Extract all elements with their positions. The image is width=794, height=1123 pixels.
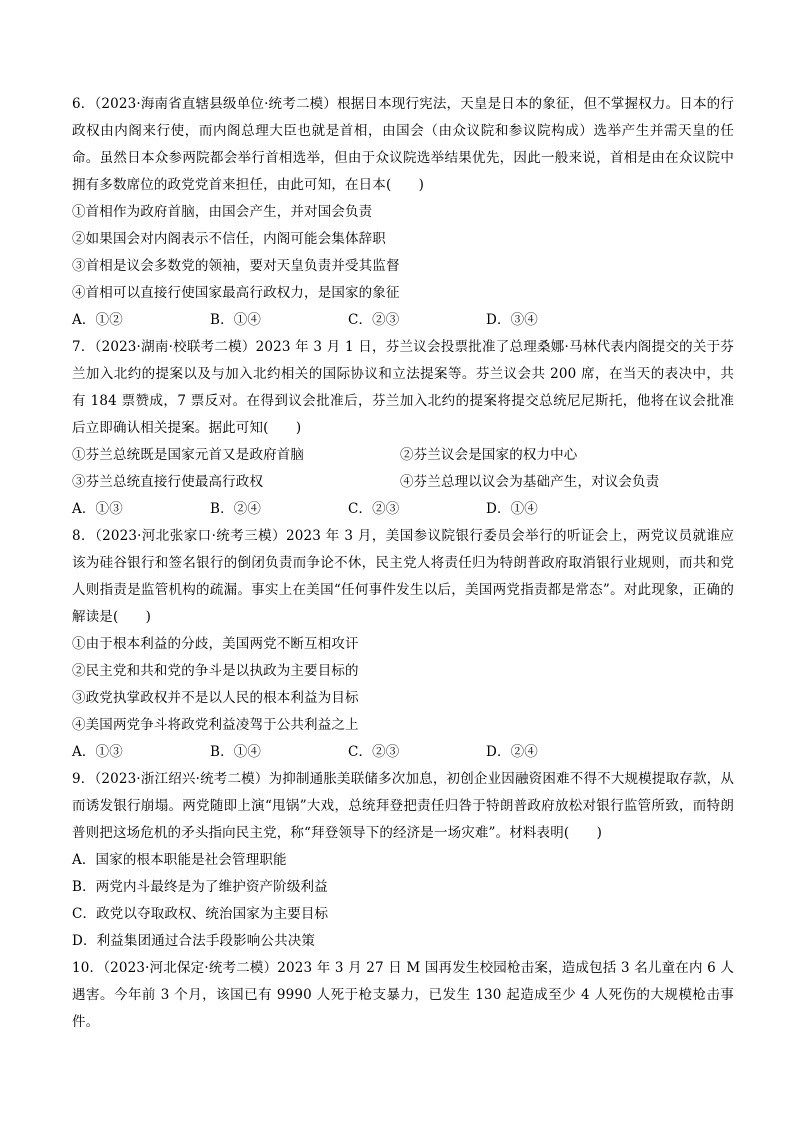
choice-b[interactable]: B．①④ [210,312,262,328]
choice-d[interactable]: D．①④ [486,501,538,517]
choice-c[interactable]: C．②③ [348,312,400,328]
question-source: （2023·湖南·校联考二模） [94,339,256,355]
question-6 [72,91,734,334]
statement: ②芬兰议会是国家的权力中心 [400,447,578,463]
choice-d[interactable]: D．③④ [486,312,538,328]
statement: ②民主党和共和党的争斗是以执政为主要目标的 [72,663,359,679]
statement-row [72,442,734,469]
question-stem: 6．（2023·海南省直辖县级单位·统考二模）根据日本现行宪法，天皇是日本的象征，但不掌握权力。日本的行政权由内阁来行使，而内阁总理大臣也就是首相，由国会（由众议院和参议院构成）选举产生并需天皇的任命。虽然日本众参两院都会举行首相选举，但由于众议院选举结果优先，因此一般来说，首相是由在众议院中拥有多数席位的政党党首来担任，由此可知，在日本( ) [72,96,735,193]
question-stem: 7．（2023·湖南·校联考二模）2023 年 3 月 1 日，芬兰议会投票批准了总理桑娜·马林代表内阁提交的关于芬兰加入北约的提案以及与加入北约相关的国际协议和立法提案等。芬兰议会共 200 席，在当天的表决中，共有 184 票赞成，7 票反对。在得到议会批准后，芬兰加入北约的提案将提交总统尼尼斯托，他将在议会批准后立即确认相关提案。据此可知( ) [72,339,734,436]
question-stem: 10．（2023·河北保定·统考二模）2023 年 3 月 27 日 M 国再发生校园枪击案，造成包括 3 名儿童在内 6 人遇害。今年前 3 个月，该国已有 9990 人死于枪支暴力，已发生 130 起造成至少 4 人死伤的大规模枪击事件。 [72,960,734,1030]
choice-a[interactable]: A．国家的根本职能是社会管理职能 [72,852,287,868]
question-stem: 8．（2023·河北张家口·统考三模）2023 年 3 月，美国参议院银行委员会举行的听证会上，两党议员就谁应该为硅谷银行和签名银行的倒闭负责而争论不休，民主党人将责任归为特朗普政府取消银行业规则，而共和党人则指责是监管机构的疏漏。事实上在美国“任何事件发生以后，美国两党指责都是常态”。对此现象，正确的解读是( ) [72,528,735,625]
statement: ①芬兰总统既是国家元首又是政府首脑 [72,447,305,463]
question-8 [72,523,734,766]
question-7 [72,334,734,523]
question-source: （2023·浙江绍兴·统考二模） [94,771,269,787]
choice-b[interactable]: B．②④ [210,501,262,517]
statement: ①由于根本利益的分歧，美国两党不断互相攻讦 [72,636,359,652]
statement: ①首相作为政府首脑，由国会产生，并对国会负责 [72,204,373,220]
choice-b[interactable]: B．两党内斗最终是为了维护资产阶级利益 [72,879,328,895]
statement: ③政党执掌政权并不是以人民的根本利益为目标 [72,690,359,706]
answer-choices [72,307,734,334]
question-source: （2023·河北张家口·统考三模） [94,528,287,544]
choice-b[interactable]: B．①④ [210,744,262,760]
question-source: （2023·河北保定·统考二模） [103,960,278,976]
statement: ③首相是议会多数党的领袖，要对天皇负责并受其监督 [72,258,400,274]
question-10 [72,955,734,1036]
choice-c[interactable]: C．政党以夺取政权、统治国家为主要目标 [72,906,329,922]
choice-d[interactable]: D．利益集团通过合法手段影响公共决策 [72,933,316,949]
choice-c[interactable]: C．②③ [348,744,400,760]
choice-a[interactable]: A．①② [72,312,123,328]
statement: ④美国两党争斗将政党利益凌驾于公共利益之上 [72,717,359,733]
answer-choices [72,739,734,766]
choice-a[interactable]: A．①③ [72,744,123,760]
choice-a[interactable]: A．①③ [72,501,123,517]
statement: ④首相可以直接行使国家最高行政权力，是国家的象征 [72,285,400,301]
question-source: （2023·海南省直辖县级单位·统考二模） [94,96,338,112]
choice-c[interactable]: C．②③ [348,501,400,517]
statement: ④芬兰总理以议会为基础产生，对议会负责 [400,474,660,490]
question-9 [72,766,734,955]
answer-choices [72,496,734,523]
question-list [72,91,734,1036]
statement-row [72,469,734,496]
statement: ③芬兰总统直接行使最高行政权 [72,474,264,490]
question-stem: 9．（2023·浙江绍兴·统考二模）为抑制通胀美联储多次加息，初创企业因融资困难不得不大规模提取存款，从而诱发银行崩塌。两党随即上演“甩锅”大戏，总统拜登把责任归咎于特朗普政府放松对银行监管所致，而特朗普则把这场危机的矛头指向民主党，称“拜登领导下的经济是一场灾难”。材料表明( ) [72,771,734,841]
choice-d[interactable]: D．②④ [486,744,538,760]
statement: ②如果国会对内阁表示不信任，内阁可能会集体辞职 [72,231,386,247]
